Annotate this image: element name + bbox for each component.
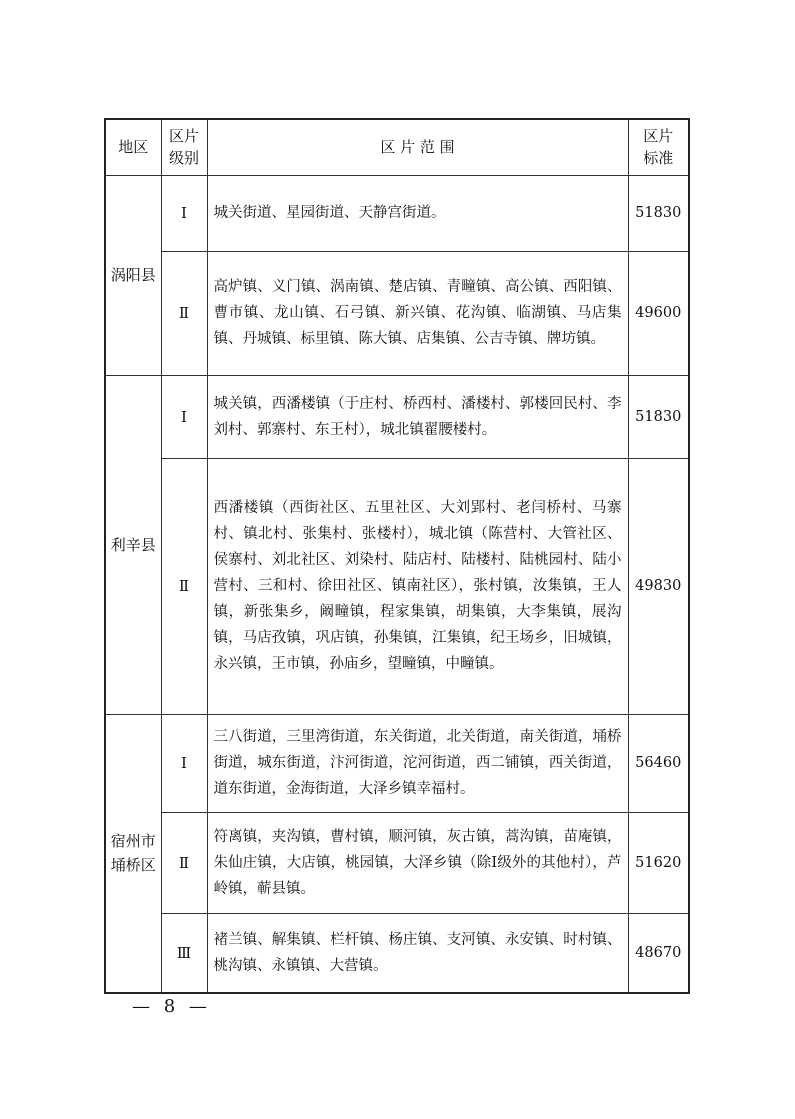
scope-cell: 褚兰镇、解集镇、栏杆镇、杨庄镇、支河镇、永安镇、时村镇、桃沟镇、永镇镇、大营镇。 <box>207 913 628 993</box>
table-row <box>105 375 689 458</box>
table-row <box>105 812 689 913</box>
standard-cell: 49830 <box>628 458 689 714</box>
standard-cell: 56460 <box>628 714 689 812</box>
level-cell: Ⅱ <box>161 458 207 714</box>
land-compensation-table <box>104 118 690 994</box>
table-header-row <box>105 119 689 175</box>
area-cell-lixin: 利辛县 <box>105 375 161 714</box>
level-cell: Ⅱ <box>161 812 207 913</box>
scope-cell: 城关镇，西潘楼镇（于庄村、桥西村、潘楼村、郭楼回民村、李刘村、郭寨村、东王村），城北镇翟腰楼村。 <box>207 375 628 458</box>
page-number: — 8 — <box>132 996 211 1017</box>
standard-cell: 48670 <box>628 913 689 993</box>
header-level: 区片级别 <box>161 119 207 175</box>
area-cell-yongqiao: 宿州市埇桥区 <box>105 714 161 993</box>
level-cell: Ⅰ <box>161 175 207 251</box>
level-cell: Ⅲ <box>161 913 207 993</box>
area-cell-guoyang: 涡阳县 <box>105 175 161 375</box>
header-standard: 区片标准 <box>628 119 689 175</box>
table-row <box>105 913 689 993</box>
level-cell: Ⅰ <box>161 375 207 458</box>
level-cell: Ⅰ <box>161 714 207 812</box>
table-row <box>105 251 689 375</box>
header-scope: 区 片 范 围 <box>207 119 628 175</box>
standard-cell: 51620 <box>628 812 689 913</box>
scope-cell: 三八街道，三里湾街道，东关街道，北关街道，南关街道，埇桥街道，城东街道，汴河街道，沱河街道，西二铺镇，西关街道，道东街道，金海街道，大泽乡镇幸福村。 <box>207 714 628 812</box>
scope-cell: 西潘楼镇（西街社区、五里社区、大刘郢村、老闫桥村、马寨村、镇北村、张集村、张楼村），城北镇（陈营村、大管社区、侯寨村、刘北社区、刘染村、陆店村、陆楼村、陆桃园村、陆小营村、三和村、徐田社区、镇南社区），张村镇，汝集镇，王人镇，新张集乡，阚疃镇，程家集镇，胡集镇，大李集镇，展沟镇，马店孜镇，巩店镇，孙集镇，江集镇，纪王场乡，旧城镇，永兴镇，王市镇，孙庙乡，望疃镇，中疃镇。 <box>207 458 628 714</box>
table-row <box>105 714 689 812</box>
scope-cell: 城关街道、星园街道、天静宫街道。 <box>207 175 628 251</box>
standard-cell: 49600 <box>628 251 689 375</box>
header-area: 地区 <box>105 119 161 175</box>
level-cell: Ⅱ <box>161 251 207 375</box>
scope-cell: 高炉镇、义门镇、涡南镇、楚店镇、青疃镇、高公镇、西阳镇、曹市镇、龙山镇、石弓镇、新兴镇、花沟镇、临湖镇、马店集镇、丹城镇、标里镇、陈大镇、店集镇、公吉寺镇、牌坊镇。 <box>207 251 628 375</box>
table-row <box>105 175 689 251</box>
standard-cell: 51830 <box>628 375 689 458</box>
table-row <box>105 458 689 714</box>
scope-cell: 符离镇，夹沟镇，曹村镇，顺河镇，灰古镇，蒿沟镇，苗庵镇，朱仙庄镇，大店镇，桃园镇，大泽乡镇（除Ⅰ级外的其他村），芦岭镇，蕲县镇。 <box>207 812 628 913</box>
standard-cell: 51830 <box>628 175 689 251</box>
